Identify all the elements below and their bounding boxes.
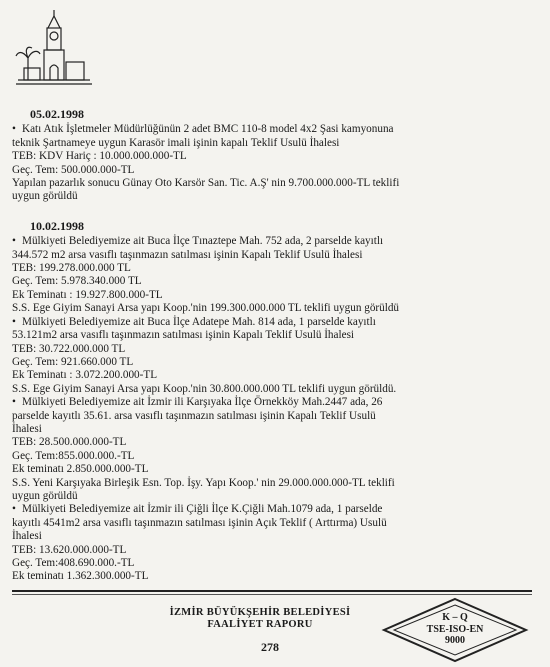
text-line: İhalesi <box>12 530 42 543</box>
text-line: Ek teminatı 2.850.000.000-TL <box>12 463 149 476</box>
footer-divider <box>12 590 532 592</box>
text-line: TEB: 13.620.000.000-TL <box>12 543 127 556</box>
text-line: uygun görüldü <box>12 190 78 203</box>
footer-org: İZMİR BÜYÜKŞEHİR BELEDİYESİ <box>169 607 351 618</box>
text-line: Geç. Tem:855.000.000.-TL <box>12 449 135 462</box>
text-line: S.S. Ege Giyim Sanayi Arsa yapı Koop.'nin 30.800.000.000 TL teklifi uygun görüldü. <box>12 382 397 395</box>
text-line: Geç. Tem: 5.978.340.000 TL <box>12 275 142 288</box>
document-body <box>12 108 522 584</box>
badge-line-2: TSE-ISO-EN <box>426 623 484 635</box>
text-line: TEB: 30.722.000.000 TL <box>12 342 126 355</box>
text-line: Ek Teminatı : 19.927.800.000-TL <box>12 288 163 301</box>
bullet-item-line: • Mülkiyeti Belediyemize ait İzmir ili Karşıyaka İlçe Örnekköy Mah.2447 ada, 26 <box>12 396 522 409</box>
clock-tower-icon <box>14 6 94 88</box>
bullet-item-line: • Katı Atık İşletmeler Müdürlüğünün 2 adet BMC 110-8 model 4x2 Şasi kamyonuna <box>12 123 522 136</box>
footer-divider-thin <box>12 594 532 595</box>
text-line: Ek Teminatı : 3.072.200.000-TL <box>12 369 158 382</box>
text-line: S.S. Ege Giyim Sanayi Arsa yapı Koop.'nin 199.300.000.000 TL teklifi uygun görüldü <box>12 302 400 315</box>
text-line: 53.121m2 arsa vasıflı taşınmazın satılması işinin Kapalı Teklif Usulü İhalesi <box>12 329 355 342</box>
quality-badge <box>380 612 530 647</box>
text-line: TEB: 199.278.000.000 TL <box>12 262 131 275</box>
bullet-item-line: • Mülkiyeti Belediyemize ait İzmir ili Çiğli İlçe K.Çiğli Mah.1079 ada, 1 parselde <box>12 503 522 516</box>
text-line: Geç. Tem: 500.000.000-TL <box>12 163 135 176</box>
badge-line-1: K – Q <box>442 612 468 623</box>
bullet-item-line: • Mülkiyeti Belediyemize ait Buca İlçe Adatepe Mah. 814 ada, 1 parselde kayıtlı <box>12 316 522 329</box>
section-date: 05.02.1998 <box>30 107 84 121</box>
text-line: 344.572 m2 arsa vasıflı taşınmazın satılması işinin Kapalı Teklif Usulü İhalesi <box>12 248 363 261</box>
text-line: S.S. Yeni Karşıyaka Birleşik Esn. Top. İşy. Yapı Koop.' nin 29.000.000.000-TL teklifi <box>12 476 395 489</box>
section-date: 10.02.1998 <box>30 218 84 233</box>
text-line: TEB: 28.500.000.000-TL <box>12 436 127 449</box>
text-line: teknik Şartnameye uygun Karasör imali işinin kapalı Teklif Usulü İhalesi <box>12 136 340 149</box>
text-line: Ek teminatı 1.362.300.000-TL <box>12 570 149 583</box>
text-line: İhalesi <box>12 422 42 435</box>
badge-line-3: 9000 <box>445 635 465 646</box>
page-number: 278 <box>261 640 279 654</box>
bullet-item-line: • Mülkiyeti Belediyemize ait Buca İlçe Tınaztepe Mah. 752 ada, 2 parselde kayıtlı <box>12 235 522 248</box>
text-line: kayıtlı 4541m2 arsa vasıflı taşınmazın satılması işinin Açık Teklif ( Arttırma) Usulü <box>12 516 387 529</box>
text-line: Yapılan pazarlık sonucu Günay Oto Karsör San. Tic. A.Ş' nin 9.700.000.000-TL teklifi <box>12 177 400 190</box>
text-line: Geç. Tem:408.690.000.-TL <box>12 557 135 569</box>
text-line: parselde kayıtlı 35.61. arsa vasıflı taşınmazın satılması işinin Kapalı Teklif Usulü <box>12 409 376 422</box>
text-line: TEB: KDV Hariç : 10.000.000.000-TL <box>12 150 187 163</box>
section-gap <box>12 204 522 220</box>
text-line: uygun görüldü <box>12 489 78 502</box>
footer-report: FAALİYET RAPORU <box>207 619 313 630</box>
text-line: Geç. Tem: 921.660.000 TL <box>12 355 134 368</box>
footer-title <box>140 607 380 631</box>
